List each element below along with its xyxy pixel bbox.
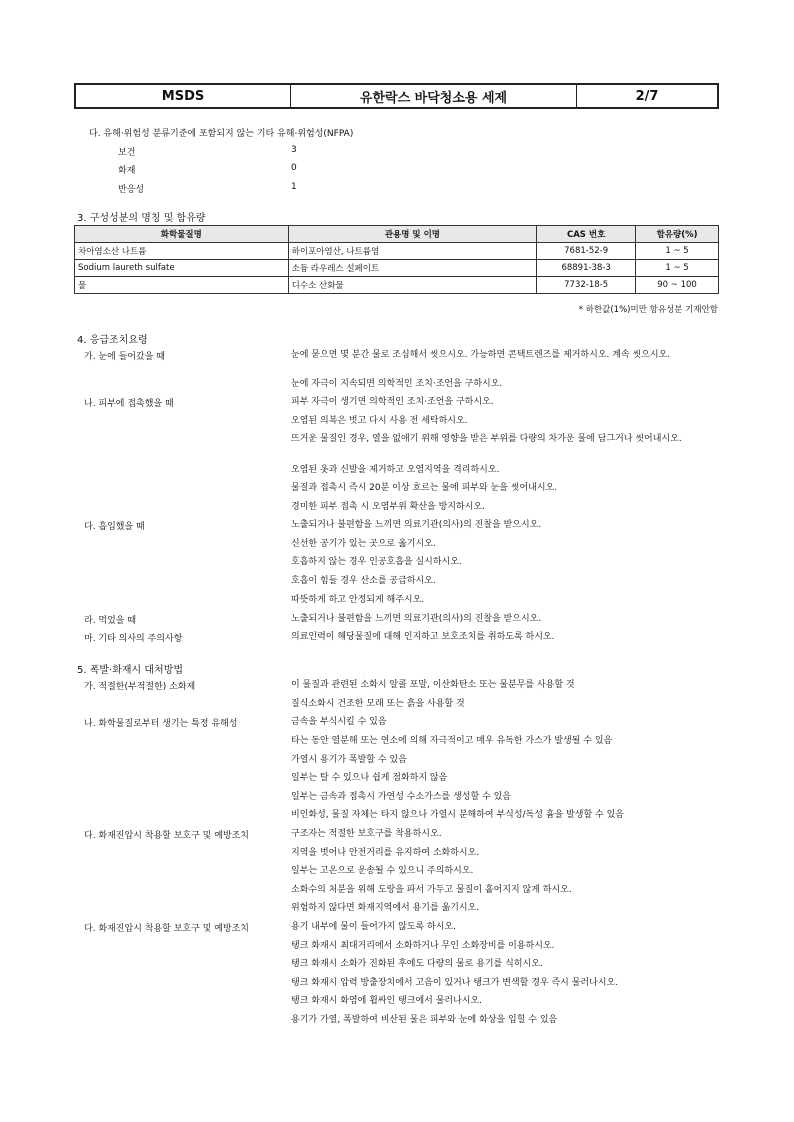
- firstaid-text: 노출되거나 불편함을 느끼면 의료기관(의사)의 진찰을 받으시오.: [291, 614, 542, 624]
- fire-text: 지역을 벗어나 안전거리를 유지하여 소화하시오.: [291, 848, 480, 858]
- firstaid-text: 신선한 공기가 있는 곳으로 옮기시오.: [291, 539, 436, 549]
- fire-text: 탱크 화재시 최대거리에서 소화하거나 무인 소화장비를 이용하시오.: [291, 941, 555, 951]
- table-row: [75, 260, 719, 277]
- table-cell: 디수소 산화물: [288, 277, 537, 294]
- nfpa-label: 화재: [118, 166, 136, 176]
- fire-text: 이 물질과 관련된 소화시 알콜 포말, 이산화탄소 또는 물분무를 사용할 것: [291, 680, 575, 690]
- fire-label-hazard: 나. 화학물질로부터 생기는 특정 유해성: [84, 719, 238, 729]
- nfpa-value: 3: [291, 145, 297, 155]
- fire-text: 탱크 화재시 화염에 휩싸인 탱크에서 물러나시오.: [291, 996, 483, 1006]
- firstaid-text: 피부 자극이 생기면 의학적인 조치·조언을 구하시오.: [291, 397, 494, 407]
- table-row: [75, 277, 719, 294]
- fire-label-extinguisher: 가. 적절한(부적절한) 소화제: [84, 682, 196, 692]
- table-cell: Sodium laureth sulfate: [75, 260, 289, 277]
- fire-text: 위험하지 않다면 화재지역에서 용기를 옮기시오.: [291, 903, 480, 913]
- firstaid-text: 뜨거운 물질인 경우, 열을 없애기 위해 영향을 받은 부위를 다량의 차가운 물에 담그거나 씻어내시오.: [291, 434, 682, 444]
- fire-text: 탱크 화재시 소화가 진화된 후에도 다량의 물로 용기를 식히시오.: [291, 959, 543, 969]
- firstaid-label-doctor: 마. 기타 의사의 주의사항: [84, 634, 183, 644]
- fire-text: 비인화성, 물질 자체는 타지 않으나 가열시 분해하여 부식성/독성 흄을 발생할 수 있음: [291, 810, 624, 820]
- firstaid-label-skin: 나. 피부에 접촉했을 때: [84, 399, 174, 409]
- table-cell: 68891-38-3: [537, 260, 636, 277]
- fire-text: 소화수의 처분을 위해 도랑을 파서 가두고 물질이 흩어지지 않게 하시오.: [291, 885, 572, 895]
- nfpa-value: 0: [291, 163, 297, 173]
- fire-text: 구조자는 적절한 보호구를 착용하시오.: [291, 829, 442, 839]
- section-5-title: 5. 폭발·화재시 대처방법: [77, 665, 184, 676]
- fire-text: 일부는 고온으로 운송될 수 있으니 주의하시오.: [291, 866, 474, 876]
- fire-text: 일부는 탈 수 있으나 쉽게 점화하지 않음: [291, 773, 448, 783]
- firstaid-text: 호흡하지 않는 경우 인공호흡을 실시하시오.: [291, 557, 462, 567]
- table-cell: 물: [75, 277, 289, 294]
- header-page-number: 2/7: [635, 88, 659, 104]
- section-3-title: 3. 구성성분의 명칭 및 함유량: [77, 213, 206, 224]
- fire-text: 일부는 금속과 접촉시 가연성 수소가스를 생성할 수 있음: [291, 792, 511, 802]
- table-cell: 7681-52-9: [537, 243, 636, 260]
- header-product-name: 유한락스 바닥청소용 세제: [291, 85, 577, 107]
- table-cell: 1 ~ 5: [636, 260, 719, 277]
- table-cell: 7732-18-5: [537, 277, 636, 294]
- firstaid-label-eye: 가. 눈에 들어갔을 때: [84, 352, 165, 362]
- nfpa-label: 반응성: [118, 185, 145, 195]
- firstaid-text: 경미한 피부 접촉 시 오염부위 확산을 방지하시오.: [291, 502, 485, 512]
- fire-text: 용기 내부에 물이 들어가지 않도록 하시오.: [291, 922, 456, 932]
- nfpa-value: 1: [291, 182, 297, 192]
- firstaid-text: 호흡이 힘들 경우 산소를 공급하시오.: [291, 576, 436, 586]
- column-header: 화학물질명: [75, 226, 289, 243]
- table-row: [75, 243, 719, 260]
- firstaid-text: 따뜻하게 하고 안정되게 해주시오.: [291, 595, 425, 605]
- fire-text: 타는 동안 열분해 또는 연소에 의해 자극적이고 매우 유독한 가스가 발생될 수 있음: [291, 736, 613, 746]
- table-header-row: [75, 226, 719, 243]
- composition-table: [74, 225, 719, 294]
- fire-label-protection: 다. 화재진압시 착용할 보호구 및 예방조치: [84, 831, 249, 841]
- firstaid-text: 노출되거나 불편함을 느끼면 의료기관(의사)의 진찰을 받으시오.: [291, 520, 542, 530]
- fire-text: 용기가 가열, 폭발하여 비산된 물은 피부와 눈에 화상을 입힐 수 있음: [291, 1015, 558, 1025]
- fire-text: 가열시 용기가 폭발할 수 있음: [291, 755, 407, 765]
- firstaid-label-inhale: 다. 흡입했을 때: [84, 522, 145, 532]
- table-cell: 하이포아염산, 나트륨염: [288, 243, 537, 260]
- table-cell: 소듐 라우레스 설페이트: [288, 260, 537, 277]
- nfpa-title: 다. 유해·위험성 분류기준에 포함되지 않는 기타 유해·위험성(NFPA): [89, 129, 354, 139]
- fire-text: 질식소화시 건조한 모래 또는 흙을 사용할 것: [291, 699, 465, 709]
- firstaid-text: 눈에 묻으면 몇 분간 물로 조심해서 씻으시오. 가능하면 콘택트렌즈를 제거하시오. 계속 씻으시오.: [291, 350, 671, 360]
- firstaid-text: 눈에 자극이 지속되면 의학적인 조치·조언을 구하시오.: [291, 379, 503, 389]
- column-header: 함유량(%): [636, 226, 719, 243]
- table-cell: 90 ~ 100: [636, 277, 719, 294]
- column-header: 관용명 및 이명: [288, 226, 537, 243]
- table-cell: 차아염소산 나트륨: [75, 243, 289, 260]
- table-cell: 1 ~ 5: [636, 243, 719, 260]
- column-header: CAS 번호: [537, 226, 636, 243]
- firstaid-text: 오염된 옷과 신발을 제거하고 오염지역을 격리하시오.: [291, 465, 500, 475]
- firstaid-text: 오염된 의복은 벗고 다시 사용 전 세탁하시오.: [291, 416, 468, 426]
- header-msds: MSDS: [76, 85, 291, 107]
- firstaid-text: 의료인력이 해당물질에 대해 인지하고 보호조치를 취하도록 하시오.: [291, 632, 555, 642]
- section-4-title: 4. 응급조치요령: [77, 335, 148, 346]
- document-header: [74, 83, 719, 109]
- composition-footnote: * 하한값(1%)미만 함유성분 기재안함: [578, 305, 718, 315]
- firstaid-text: 물질과 접촉시 즉시 20분 이상 흐르는 물에 피부와 눈을 씻어내시오.: [291, 483, 558, 493]
- nfpa-label: 보건: [118, 148, 136, 158]
- fire-text: 금속을 부식시킬 수 있음: [291, 717, 387, 727]
- fire-text: 탱크 화재시 압력 방출장치에서 고음이 있거나 탱크가 변색할 경우 즉시 물러나시오.: [291, 978, 619, 988]
- firstaid-label-ingest: 라. 먹었을 때: [84, 616, 137, 626]
- fire-label-protection: 다. 화재진압시 착용할 보호구 및 예방조치: [84, 924, 249, 934]
